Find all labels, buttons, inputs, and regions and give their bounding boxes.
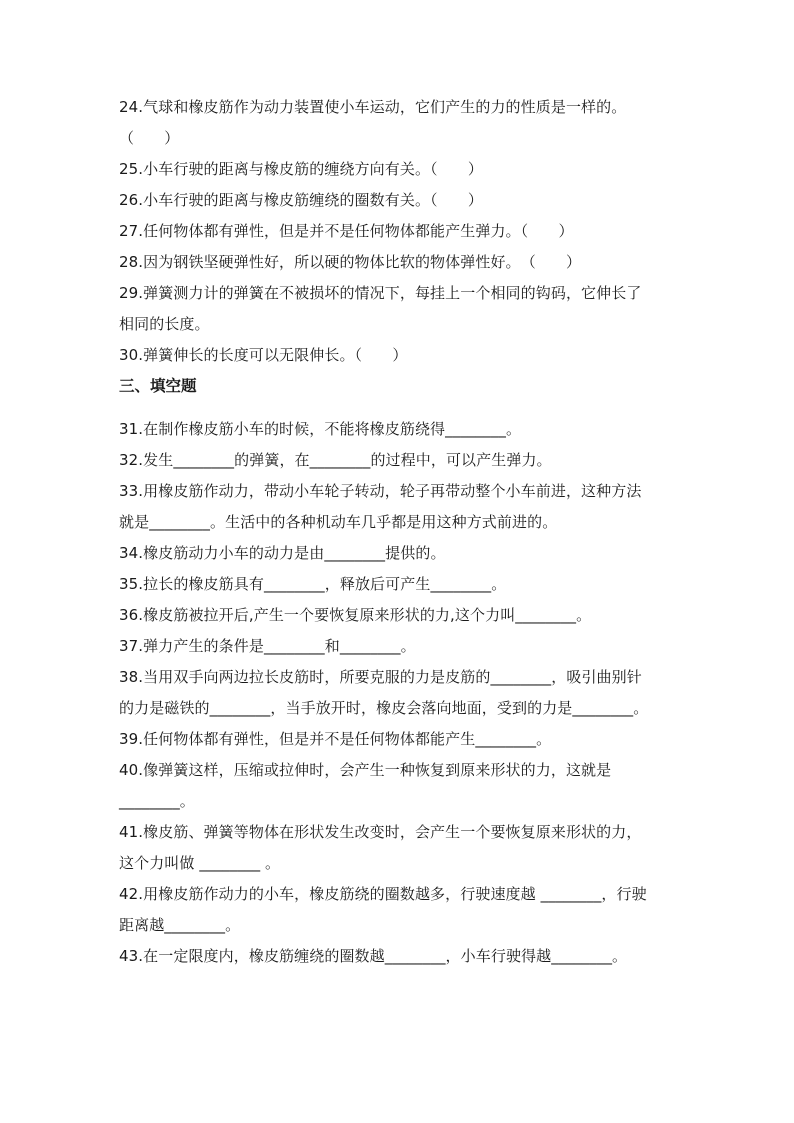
question-25: 25.小车行驶的距离与橡皮筋的缠绕方向有关。（ ） xyxy=(119,160,483,178)
question-41-line-1: 41.橡皮筋、弹簧等物体在形状发生改变时，会产生一个要恢复原来形状的力， xyxy=(119,823,642,841)
question-30: 30.弹簧伸长的长度可以无限伸长。（ ） xyxy=(119,346,408,364)
question-37: 37.弹力产生的条件是________和________。 xyxy=(119,637,416,655)
question-41-line-2: 这个力叫做 ________ 。 xyxy=(119,854,281,872)
question-33-line-2: 就是________。生活中的各种机动车几乎都是用这种方式前进的。 xyxy=(119,513,558,531)
question-29-line-2: 相同的长度。 xyxy=(119,315,210,333)
question-42-line-2: 距离越________。 xyxy=(119,916,241,934)
section-title-fill-blank: 三、填空题 xyxy=(119,377,197,395)
question-40-line-1: 40.像弹簧这样，压缩或拉伸时，会产生一种恢复到原来形状的力，这就是 xyxy=(119,761,612,779)
question-34: 34.橡皮筋动力小车的动力是由________提供的。 xyxy=(119,544,446,562)
question-38-line-2: 的力是磁铁的________，当手放开时，橡皮会落向地面，受到的力是________。 xyxy=(119,699,649,717)
question-32: 32.发生________的弹簧，在________的过程中，可以产生弹力。 xyxy=(119,451,552,469)
question-38-line-1: 38.当用双手向两边拉长皮筋时，所要克服的力是皮筋的________，吸引曲别针 xyxy=(119,668,642,686)
question-42-line-1: 42.用橡皮筋作动力的小车，橡皮筋绕的圈数越多，行驶速度越 ________，行驶 xyxy=(119,885,647,903)
question-27: 27.任何物体都有弹性，但是并不是任何物体都能产生弹力。（ ） xyxy=(119,222,574,240)
question-29-line-1: 29.弹簧测力计的弹簧在不被损坏的情况下，每挂上一个相同的钩码，它伸长了 xyxy=(119,284,642,302)
question-24-answer-bracket: （ ） xyxy=(119,129,180,147)
question-39: 39.任何物体都有弹性，但是并不是任何物体都能产生________。 xyxy=(119,730,552,748)
question-35: 35.拉长的橡皮筋具有________，释放后可产生________。 xyxy=(119,575,507,593)
question-26: 26.小车行驶的距离与橡皮筋缠绕的圈数有关。（ ） xyxy=(119,191,483,209)
question-31: 31.在制作橡皮筋小车的时候，不能将橡皮筋绕得________。 xyxy=(119,420,522,438)
question-28: 28.因为钢铁坚硬弹性好，所以硬的物体比软的物体弹性好。 （ ） xyxy=(119,253,582,271)
question-24-line-1: 24.气球和橡皮筋作为动力装置使小车运动，它们产生的力的性质是一样的。 xyxy=(119,98,627,116)
document-content xyxy=(119,92,679,972)
question-40-line-2: ________。 xyxy=(119,792,195,810)
question-43: 43.在一定限度内，橡皮筋缠绕的圈数越________，小车行驶得越________。 xyxy=(119,947,628,965)
question-36: 36.橡皮筋被拉开后,产生一个要恢复原来形状的力,这个力叫________。 xyxy=(119,606,592,624)
question-33-line-1: 33.用橡皮筋作动力，带动小车轮子转动，轮子再带动整个小车前进，这种方法 xyxy=(119,482,642,500)
